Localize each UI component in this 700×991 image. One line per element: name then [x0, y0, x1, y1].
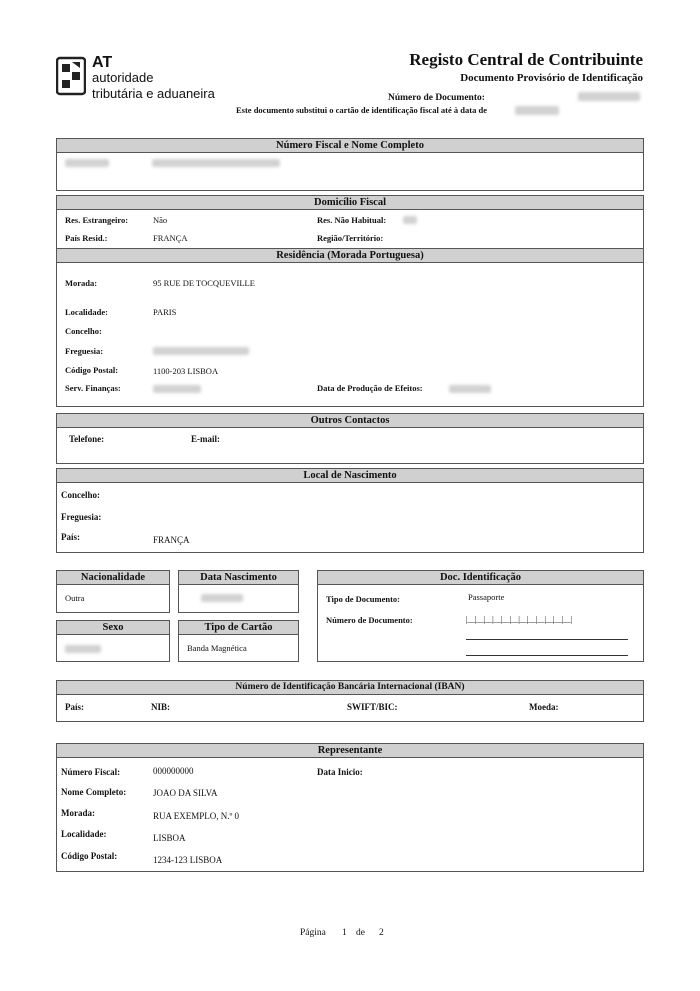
localidade-value: PARIS [153, 307, 177, 317]
codigo-postal-value: 1100-203 LISBOA [153, 366, 219, 376]
freguesia-label: Freguesia: [65, 346, 104, 356]
data-nascimento-title: Data Nascimento [179, 571, 298, 585]
rep-nif-label: Número Fiscal: [61, 767, 121, 777]
telefone-label: Telefone: [69, 434, 105, 444]
iban-swift-label: SWIFT/BIC: [347, 702, 398, 712]
morada-label: Morada: [65, 278, 98, 288]
data-producao-redacted [449, 385, 491, 393]
doc-identificacao-title: Doc. Identificação [318, 571, 643, 585]
numero-documento-label: Número de Documento: [326, 615, 413, 625]
tipo-cartao-value: Banda Magnética [187, 643, 247, 653]
concelho-label: Concelho: [65, 326, 102, 336]
name-redacted [152, 159, 280, 167]
sexo-box [56, 620, 170, 662]
morada-value: 95 RUE DE TOCQUEVILLE [153, 278, 255, 288]
page-total: 2 [379, 928, 384, 938]
nascimento-title: Local de Nascimento [57, 469, 643, 483]
rep-morada-value: RUA EXEMPLO, N.º 0 [153, 811, 240, 821]
rep-localidade-value: LISBOA [153, 833, 186, 843]
residencia-title: Residência (Morada Portuguesa) [57, 248, 643, 263]
tipo-cartao-title: Tipo de Cartão [179, 621, 298, 635]
logo-at-text: AT [92, 54, 113, 71]
de-label: de [356, 928, 365, 938]
iban-nib-label: NIB: [151, 702, 171, 712]
rep-codigo-postal-value: 1234-123 LISBOA [153, 855, 223, 865]
res-nao-habitual-redacted [403, 216, 417, 224]
domicilio-section [56, 195, 644, 407]
representante-title: Representante [57, 744, 643, 758]
numero-documento-boxes: |__|__|__|__|__|__|__|__|__|__|__|__| [466, 615, 572, 624]
doc-line-2 [466, 655, 628, 656]
freguesia-redacted [153, 347, 249, 355]
iban-section [56, 680, 644, 722]
pais-resid-value: FRANÇA [153, 233, 188, 243]
localidade-label: Localidade: [65, 307, 108, 317]
nif-redacted [65, 159, 109, 167]
res-nao-habitual-label: Res. Não Habitual: [317, 215, 387, 225]
validity-note: Este documento substitui o cartão de identificação fiscal até à data de [236, 105, 487, 115]
outros-contactos-title: Outros Contactos [57, 414, 643, 428]
rep-nif-value: 000000000 [153, 766, 194, 776]
res-estrangeiro-label: Res. Estrangeiro: [65, 215, 129, 225]
iban-pais-label: País: [65, 702, 84, 712]
page-title: Registo Central de Contribuinte [409, 50, 643, 69]
nascimento-pais-value: FRANÇA [153, 535, 190, 545]
outros-contactos-section [56, 413, 644, 464]
regiao-label: Região/Território: [317, 233, 384, 243]
logo-line-tributaria: tributária e aduaneira [92, 86, 215, 101]
data-nascimento-redacted [201, 594, 243, 602]
nascimento-section [56, 468, 644, 553]
serv-financas-redacted [153, 385, 201, 393]
validity-date-redacted [515, 106, 559, 115]
pagina-label: Página [300, 928, 326, 938]
representante-section [56, 743, 644, 872]
domicilio-title: Domicílio Fiscal [57, 196, 643, 210]
nacionalidade-title: Nacionalidade [57, 571, 169, 585]
rep-morada-label: Morada: [61, 808, 95, 818]
doc-line-1 [466, 639, 628, 640]
res-estrangeiro-value: Não [153, 215, 168, 225]
iban-title: Número de Identificação Bancária Internacional (IBAN) [57, 681, 643, 695]
rep-nome-label: Nome Completo: [61, 787, 127, 797]
rep-localidade-label: Localidade: [61, 829, 107, 839]
nascimento-freguesia-label: Freguesia: [61, 512, 102, 522]
iban-moeda-label: Moeda: [529, 702, 559, 712]
doc-number-label: Número de Documento: [388, 93, 485, 103]
email-label: E-mail: [191, 434, 220, 444]
codigo-postal-label: Código Postal: [65, 365, 119, 375]
doc-identificacao-box [317, 570, 644, 662]
tipo-cartao-box [178, 620, 299, 662]
nif-section-title: Número Fiscal e Nome Completo [57, 139, 643, 153]
rep-nome-value: JOAO DA SILVA [153, 788, 218, 798]
serv-financas-label: Serv. Finanças: [65, 383, 121, 393]
rep-codigo-postal-label: Código Postal: [61, 851, 118, 861]
tipo-documento-value: Passaporte [468, 592, 505, 602]
page-subtitle: Documento Provisório de Identificação [460, 72, 643, 84]
tipo-documento-label: Tipo de Documento: [326, 594, 400, 604]
rep-data-inicio-label: Data Inicio: [317, 767, 363, 777]
logo-line-autoridade: autoridade [92, 70, 154, 85]
sexo-title: Sexo [57, 621, 169, 635]
at-logo-icon [56, 56, 86, 96]
nacionalidade-box [56, 570, 170, 613]
doc-number-redacted [578, 92, 640, 101]
nascimento-concelho-label: Concelho: [61, 490, 100, 500]
sexo-redacted [65, 645, 101, 653]
data-producao-label: Data de Produção de Efeitos: [317, 383, 423, 393]
nif-section [56, 138, 644, 191]
nacionalidade-value: Outra [65, 593, 85, 603]
pais-resid-label: País Resid.: [65, 233, 108, 243]
nascimento-pais-label: País: [61, 532, 80, 542]
data-nascimento-box [178, 570, 299, 613]
page-number: 1 [342, 928, 347, 938]
